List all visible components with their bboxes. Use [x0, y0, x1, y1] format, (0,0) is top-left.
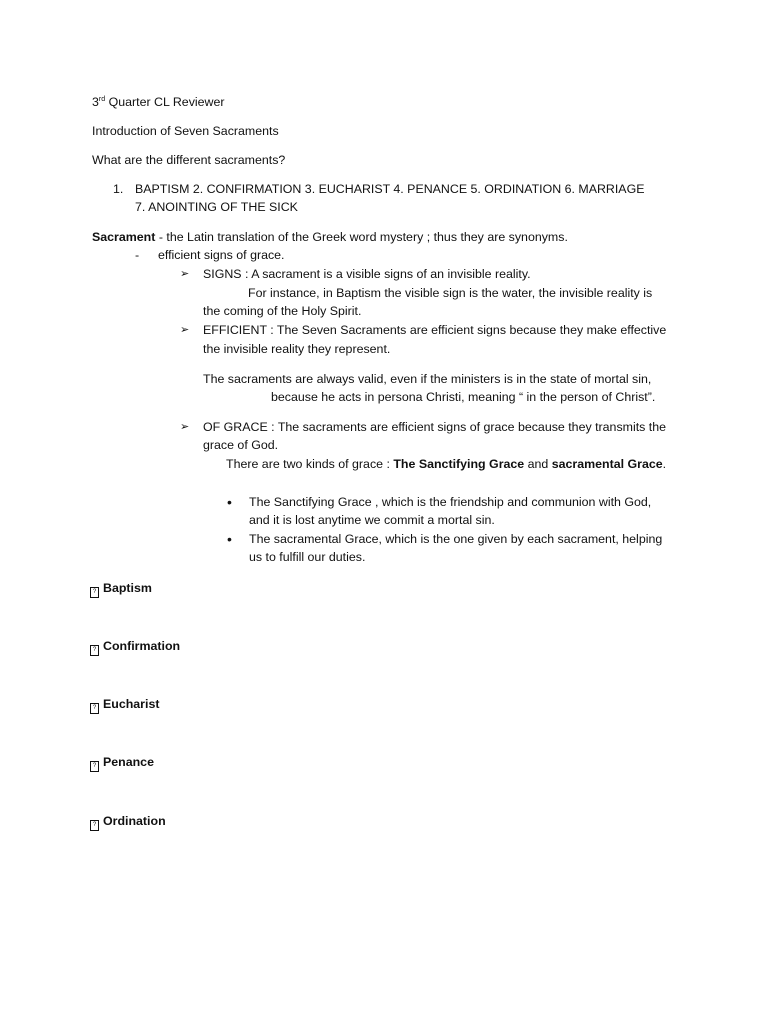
sacrament-term: Sacrament: [92, 230, 156, 244]
grace-type-line: The sacramental Grace, which is the one given by each sacrament, helping: [249, 532, 663, 546]
grace-kinds: There are two kinds of grace : The Sanctifying Grace and sacramental Grace.: [226, 457, 667, 471]
intro-heading: Introduction of Seven Sacraments: [92, 124, 279, 138]
missing-glyph-icon: ?: [90, 820, 99, 831]
signs-line-3: the coming of the Holy Spirit.: [203, 304, 362, 318]
dot-bullet-icon: •: [227, 494, 232, 510]
grace-line-1: OF GRACE : The sacraments are efficient signs of grace because they transmits the: [203, 420, 667, 434]
dash-marker: -: [135, 248, 140, 262]
arrow-bullet-icon: ➢: [180, 268, 190, 280]
section-ordination: ? Ordination: [90, 812, 166, 831]
section-confirmation: ? Confirmation: [90, 637, 180, 656]
dash-item-text: efficient signs of grace.: [158, 248, 285, 262]
list-line-1: BAPTISM 2. CONFIRMATION 3. EUCHARIST 4. PENANCE 5. ORDINATION 6. MARRIAGE: [135, 182, 645, 196]
section-eucharist: ? Eucharist: [90, 695, 159, 714]
list-number: 1.: [113, 182, 124, 196]
sacraments-question: What are the different sacraments?: [92, 153, 286, 167]
missing-glyph-icon: ?: [90, 761, 99, 772]
validity-line-1: The sacraments are always valid, even if the ministers is in the state of mortal sin,: [203, 372, 652, 386]
arrow-bullet-icon: ➢: [180, 324, 190, 336]
grace-line-2: grace of God.: [203, 438, 279, 452]
grace-type-line: us to fulfill our duties.: [249, 550, 366, 564]
list-line-2: 7. ANOINTING OF THE SICK: [135, 200, 298, 214]
section-penance: ? Penance: [90, 753, 154, 772]
signs-line-2: For instance, in Baptism the visible sign is the water, the invisible reality is: [248, 286, 653, 300]
missing-glyph-icon: ?: [90, 703, 99, 714]
validity-line-2: because he acts in persona Christi, meaning “ in the person of Christ”.: [271, 390, 656, 404]
efficient-line-1: EFFICIENT : The Seven Sacraments are efficient signs because they make effective: [203, 323, 667, 337]
efficient-line-2: the invisible reality they represent.: [203, 342, 391, 356]
signs-line-1: SIGNS : A sacrament is a visible signs of an invisible reality.: [203, 267, 531, 281]
missing-glyph-icon: ?: [90, 645, 99, 656]
grace-type-line: and it is lost anytime we commit a mortal sin.: [249, 513, 495, 527]
document-title: 3rd Quarter CL Reviewer: [92, 95, 225, 109]
missing-glyph-icon: ?: [90, 587, 99, 598]
dot-bullet-icon: •: [227, 531, 232, 547]
arrow-bullet-icon: ➢: [180, 421, 190, 433]
sacrament-definition: Sacrament - the Latin translation of the Greek word mystery ; thus they are synonyms.: [92, 230, 568, 244]
section-baptism: ? Baptism: [90, 579, 152, 598]
grace-type-line: The Sanctifying Grace , which is the friendship and communion with God,: [249, 495, 652, 509]
